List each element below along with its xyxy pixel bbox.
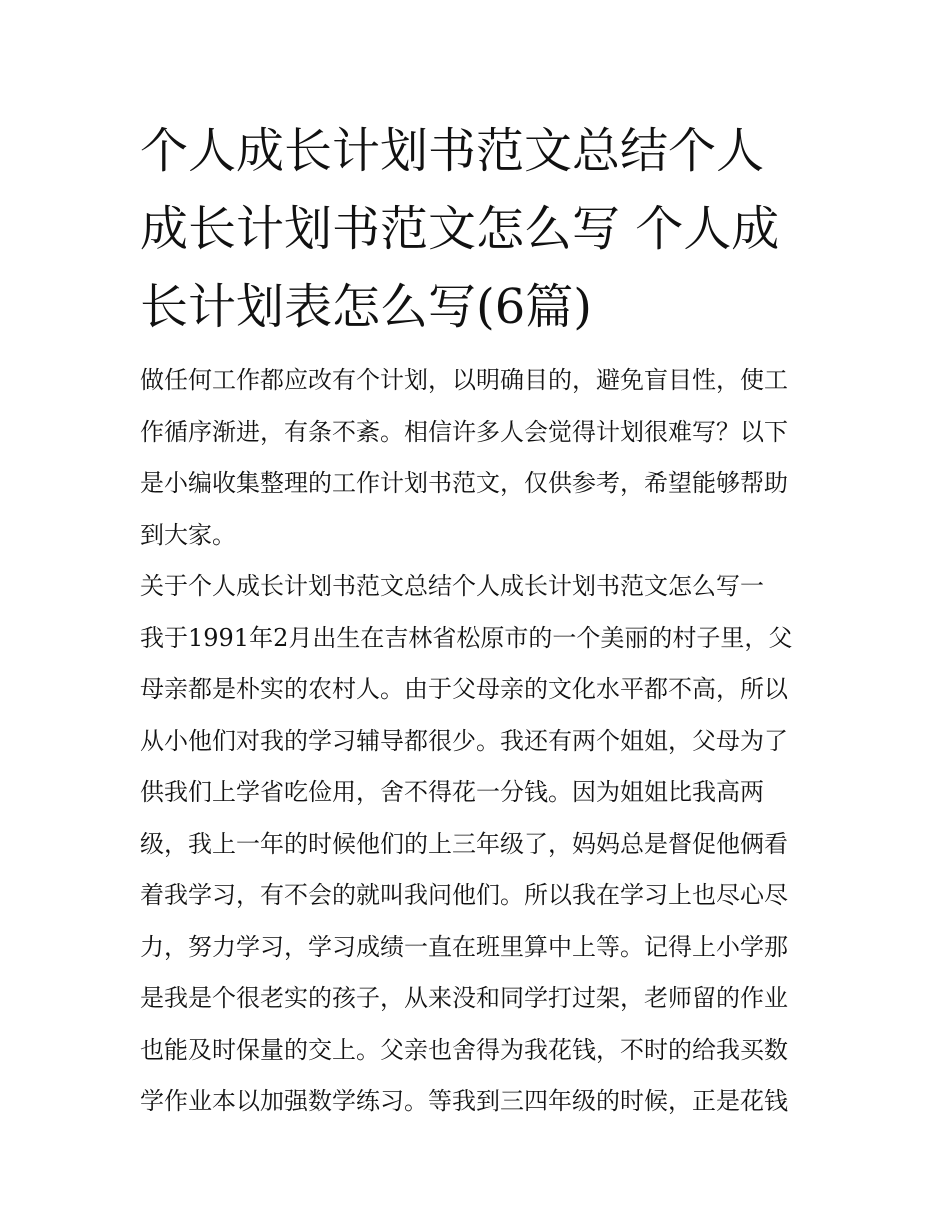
paragraph-line: 母亲都是朴实的农村人。由于父母亲的文化水平都不高，所以: [140, 675, 788, 703]
document-body: [140, 355, 830, 1128]
paragraph-line: 级，我上一年的时候他们的上三年级了，妈妈总是督促他俩看: [140, 829, 788, 858]
paragraph-line: 是我是个很老实的孩子，从来没和同学打过架，老师留的作业: [140, 984, 788, 1012]
intro-line: 作循序渐进，有条不紊。相信许多人会觉得计划很难写？以下: [140, 417, 788, 446]
title-line: 长计划表怎么写(6篇): [140, 279, 592, 335]
paragraph-line: 力，努力学习，学习成绩一直在班里算中上等。记得上小学那: [140, 932, 788, 961]
intro-line: 做任何工作都应改有个计划，以明确目的，避免盲目性，使工: [140, 366, 788, 394]
section-heading: 关于个人成长计划书范文总结个人成长计划书范文怎么写一: [140, 572, 764, 600]
intro-line: 是小编收集整理的工作计划书范文，仅供参考，希望能够帮助: [140, 469, 788, 497]
title-line: 成长计划书范文怎么写 个人成: [140, 201, 780, 257]
title-line: 个人成长计划书范文总结个人: [140, 123, 765, 179]
paragraph-line: 也能及时保量的交上。父亲也舍得为我花钱，不时的给我买数: [140, 1035, 788, 1064]
paragraph-line: 学作业本以加强数学练习。等我到三四年级的时候，正是花钱: [140, 1087, 788, 1115]
paragraph-line: 我于1991年2月出生在吉林省松原市的一个美丽的村子里，父: [140, 623, 793, 652]
paragraph-line: 着我学习，有不会的就叫我问他们。所以我在学习上也尽心尽: [140, 881, 788, 909]
document-title: [140, 112, 830, 346]
paragraph-line: 从小他们对我的学习辅导都很少。我还有两个姐姐，父母为了: [140, 726, 788, 755]
intro-line: 到大家。: [140, 520, 236, 549]
paragraph-line: 供我们上学省吃俭用，舍不得花一分钱。因为姐姐比我高两: [140, 778, 764, 806]
